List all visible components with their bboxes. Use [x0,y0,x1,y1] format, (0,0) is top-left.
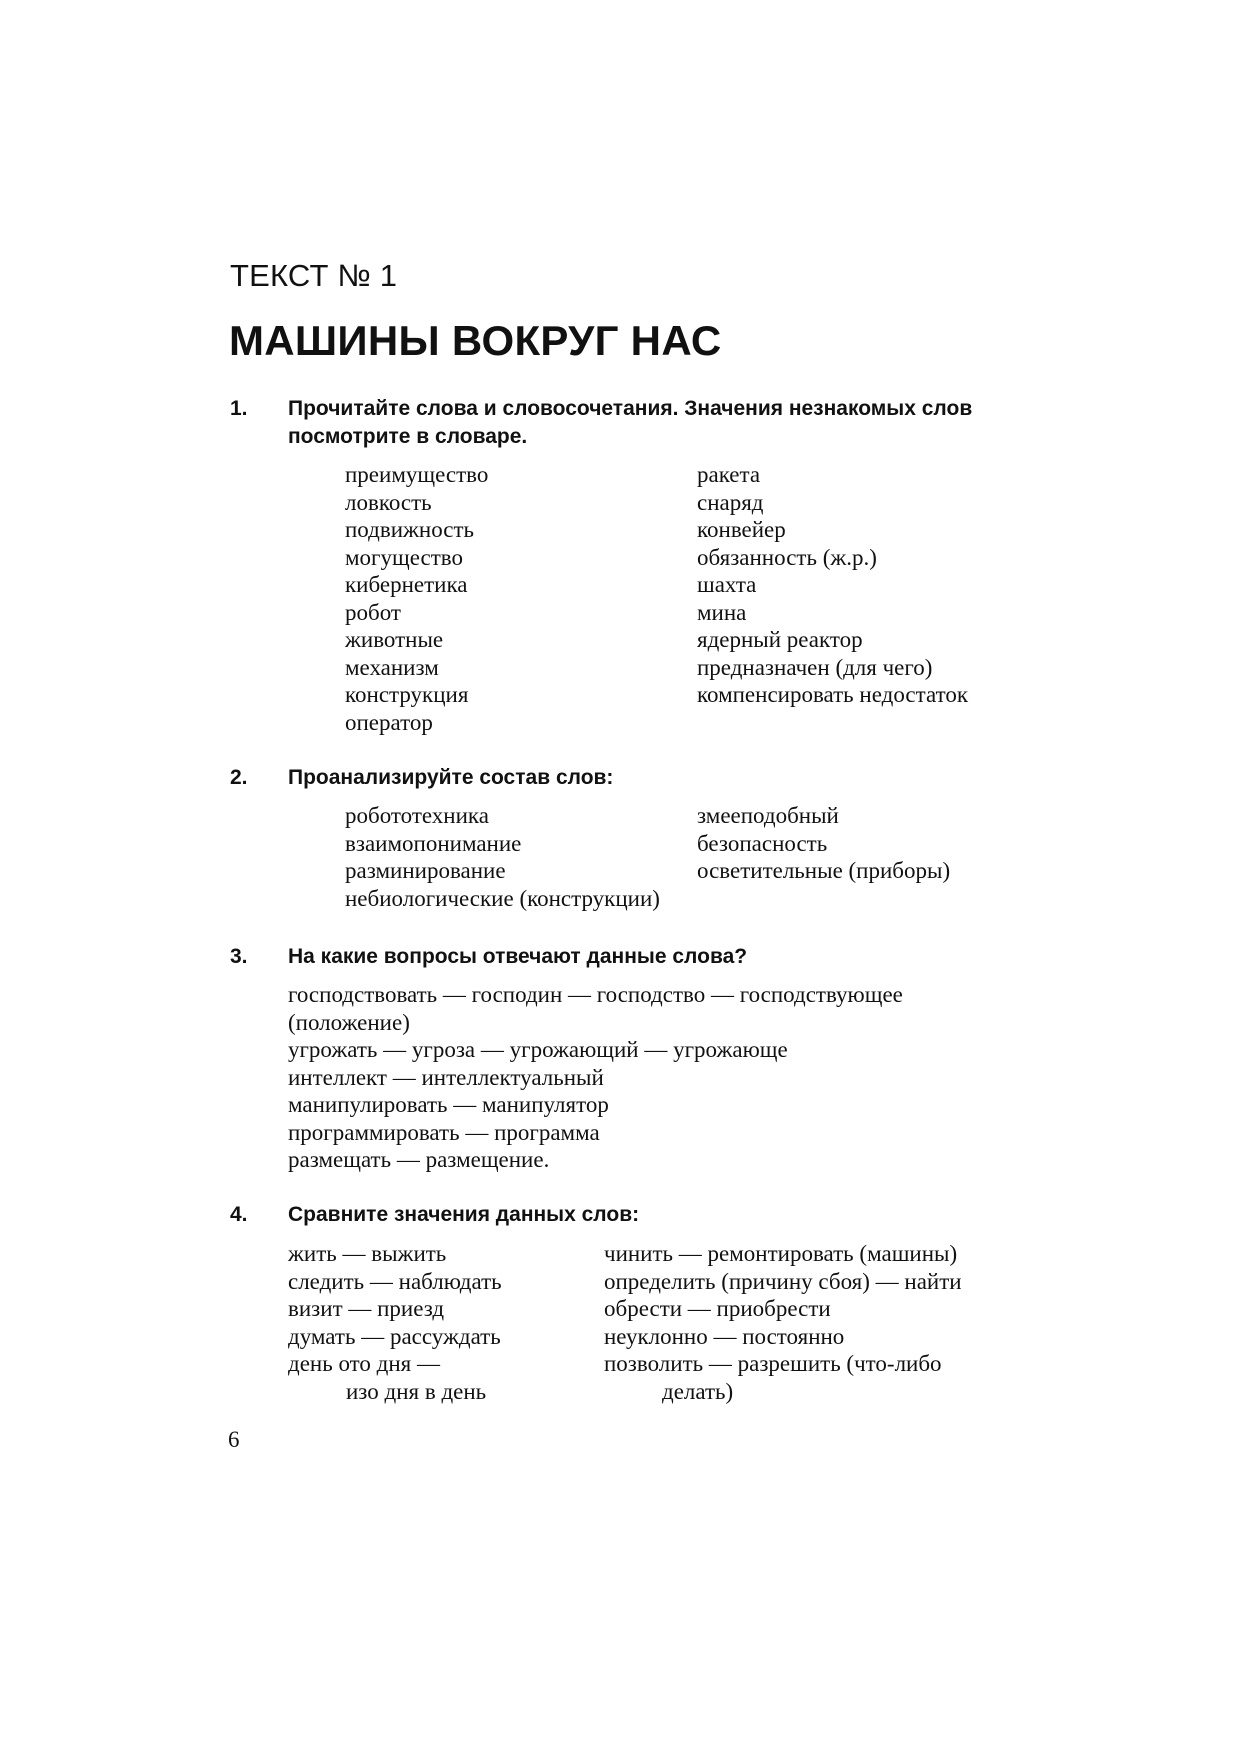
list-item: визит — приезд [288,1296,445,1321]
list-item: робототехника [345,803,489,828]
list-item: господствовать — господин — господство — господствующее [288,982,903,1007]
task-3-word-lines [288,981,903,1174]
list-item: программировать — программа [288,1119,600,1145]
task-text: На какие вопросы отвечают данные слова? [288,945,748,968]
list-item: животные [345,627,444,652]
task-text: Сравните значения данных слов: [288,1203,640,1226]
list-item: думать — рассуждать [288,1323,501,1349]
list-item: (положение) [288,1009,410,1035]
list-item: кибернетика [345,572,468,597]
list-item: змееподобный [697,803,839,828]
list-item: угрожать — угроза — угрожающий — угрожающе [288,1037,788,1062]
task-4-right-pairs [604,1240,962,1405]
page-number: 6 [228,1427,240,1452]
list-item: механизм [345,654,439,680]
list-item: размещать — размещение. [288,1147,550,1172]
list-item: чинить — ремонтировать (машины) [604,1241,958,1266]
list-item: изо дня в день [346,1378,487,1404]
task-number: 2. [230,766,248,789]
list-item: небиологические (конструкции) [345,885,660,911]
list-item: взаимопонимание [345,830,522,856]
list-item: обязанность (ж.р.) [697,544,877,570]
list-item: подвижность [345,517,475,542]
list-item: робот [345,599,401,625]
list-item: ядерный реактор [697,627,863,652]
list-item: день ото дня — [288,1351,440,1376]
task-2-right-word-list [697,802,950,885]
task-number: 3. [230,945,248,968]
task-number: 1. [230,397,248,420]
list-item: компенсировать недостаток [697,682,968,707]
list-item: безопасность [697,830,828,856]
list-item: определить (причину сбоя) — найти [604,1268,962,1294]
task-1-right-word-list [697,461,968,709]
task-text: Проанализируйте состав слов: [288,766,614,789]
task-4-left-pairs [288,1240,502,1405]
list-item: неуклонно — постоянно [604,1323,845,1349]
list-item: предназначен (для чего) [697,654,933,680]
list-item: разминирование [345,858,506,883]
page-title: МАШИНЫ ВОКРУГ НАС [229,317,722,364]
task-number: 4. [230,1203,248,1226]
list-item: оператор [345,709,433,735]
task-text: Прочитайте слова и словосочетания. Значения незнакомых слов посмотрите в словаре. [288,397,973,448]
list-item: ракета [697,462,761,487]
text-number-heading: ТЕКСТ № 1 [230,258,398,293]
list-item: преимущество [345,462,489,487]
list-item: конструкция [345,682,469,707]
list-item: позволить — разрешить (что-либо [604,1351,942,1376]
task-2-left-word-list [345,802,660,912]
list-item: манипулировать — манипулятор [288,1092,609,1117]
list-item: жить — выжить [288,1241,447,1266]
list-item: следить — наблюдать [288,1268,502,1294]
list-item: шахта [697,572,757,597]
list-item: снаряд [697,489,764,515]
list-item: могущество [345,544,463,570]
list-item: конвейер [697,517,786,542]
list-item: обрести — приобрести [604,1296,831,1321]
list-item: делать) [662,1378,734,1404]
list-item: интеллект — интеллектуальный [288,1064,604,1090]
list-item: осветительные (приборы) [697,858,951,883]
list-item: мина [697,599,747,625]
list-item: ловкость [345,489,432,515]
task-1-left-word-list [345,461,488,736]
